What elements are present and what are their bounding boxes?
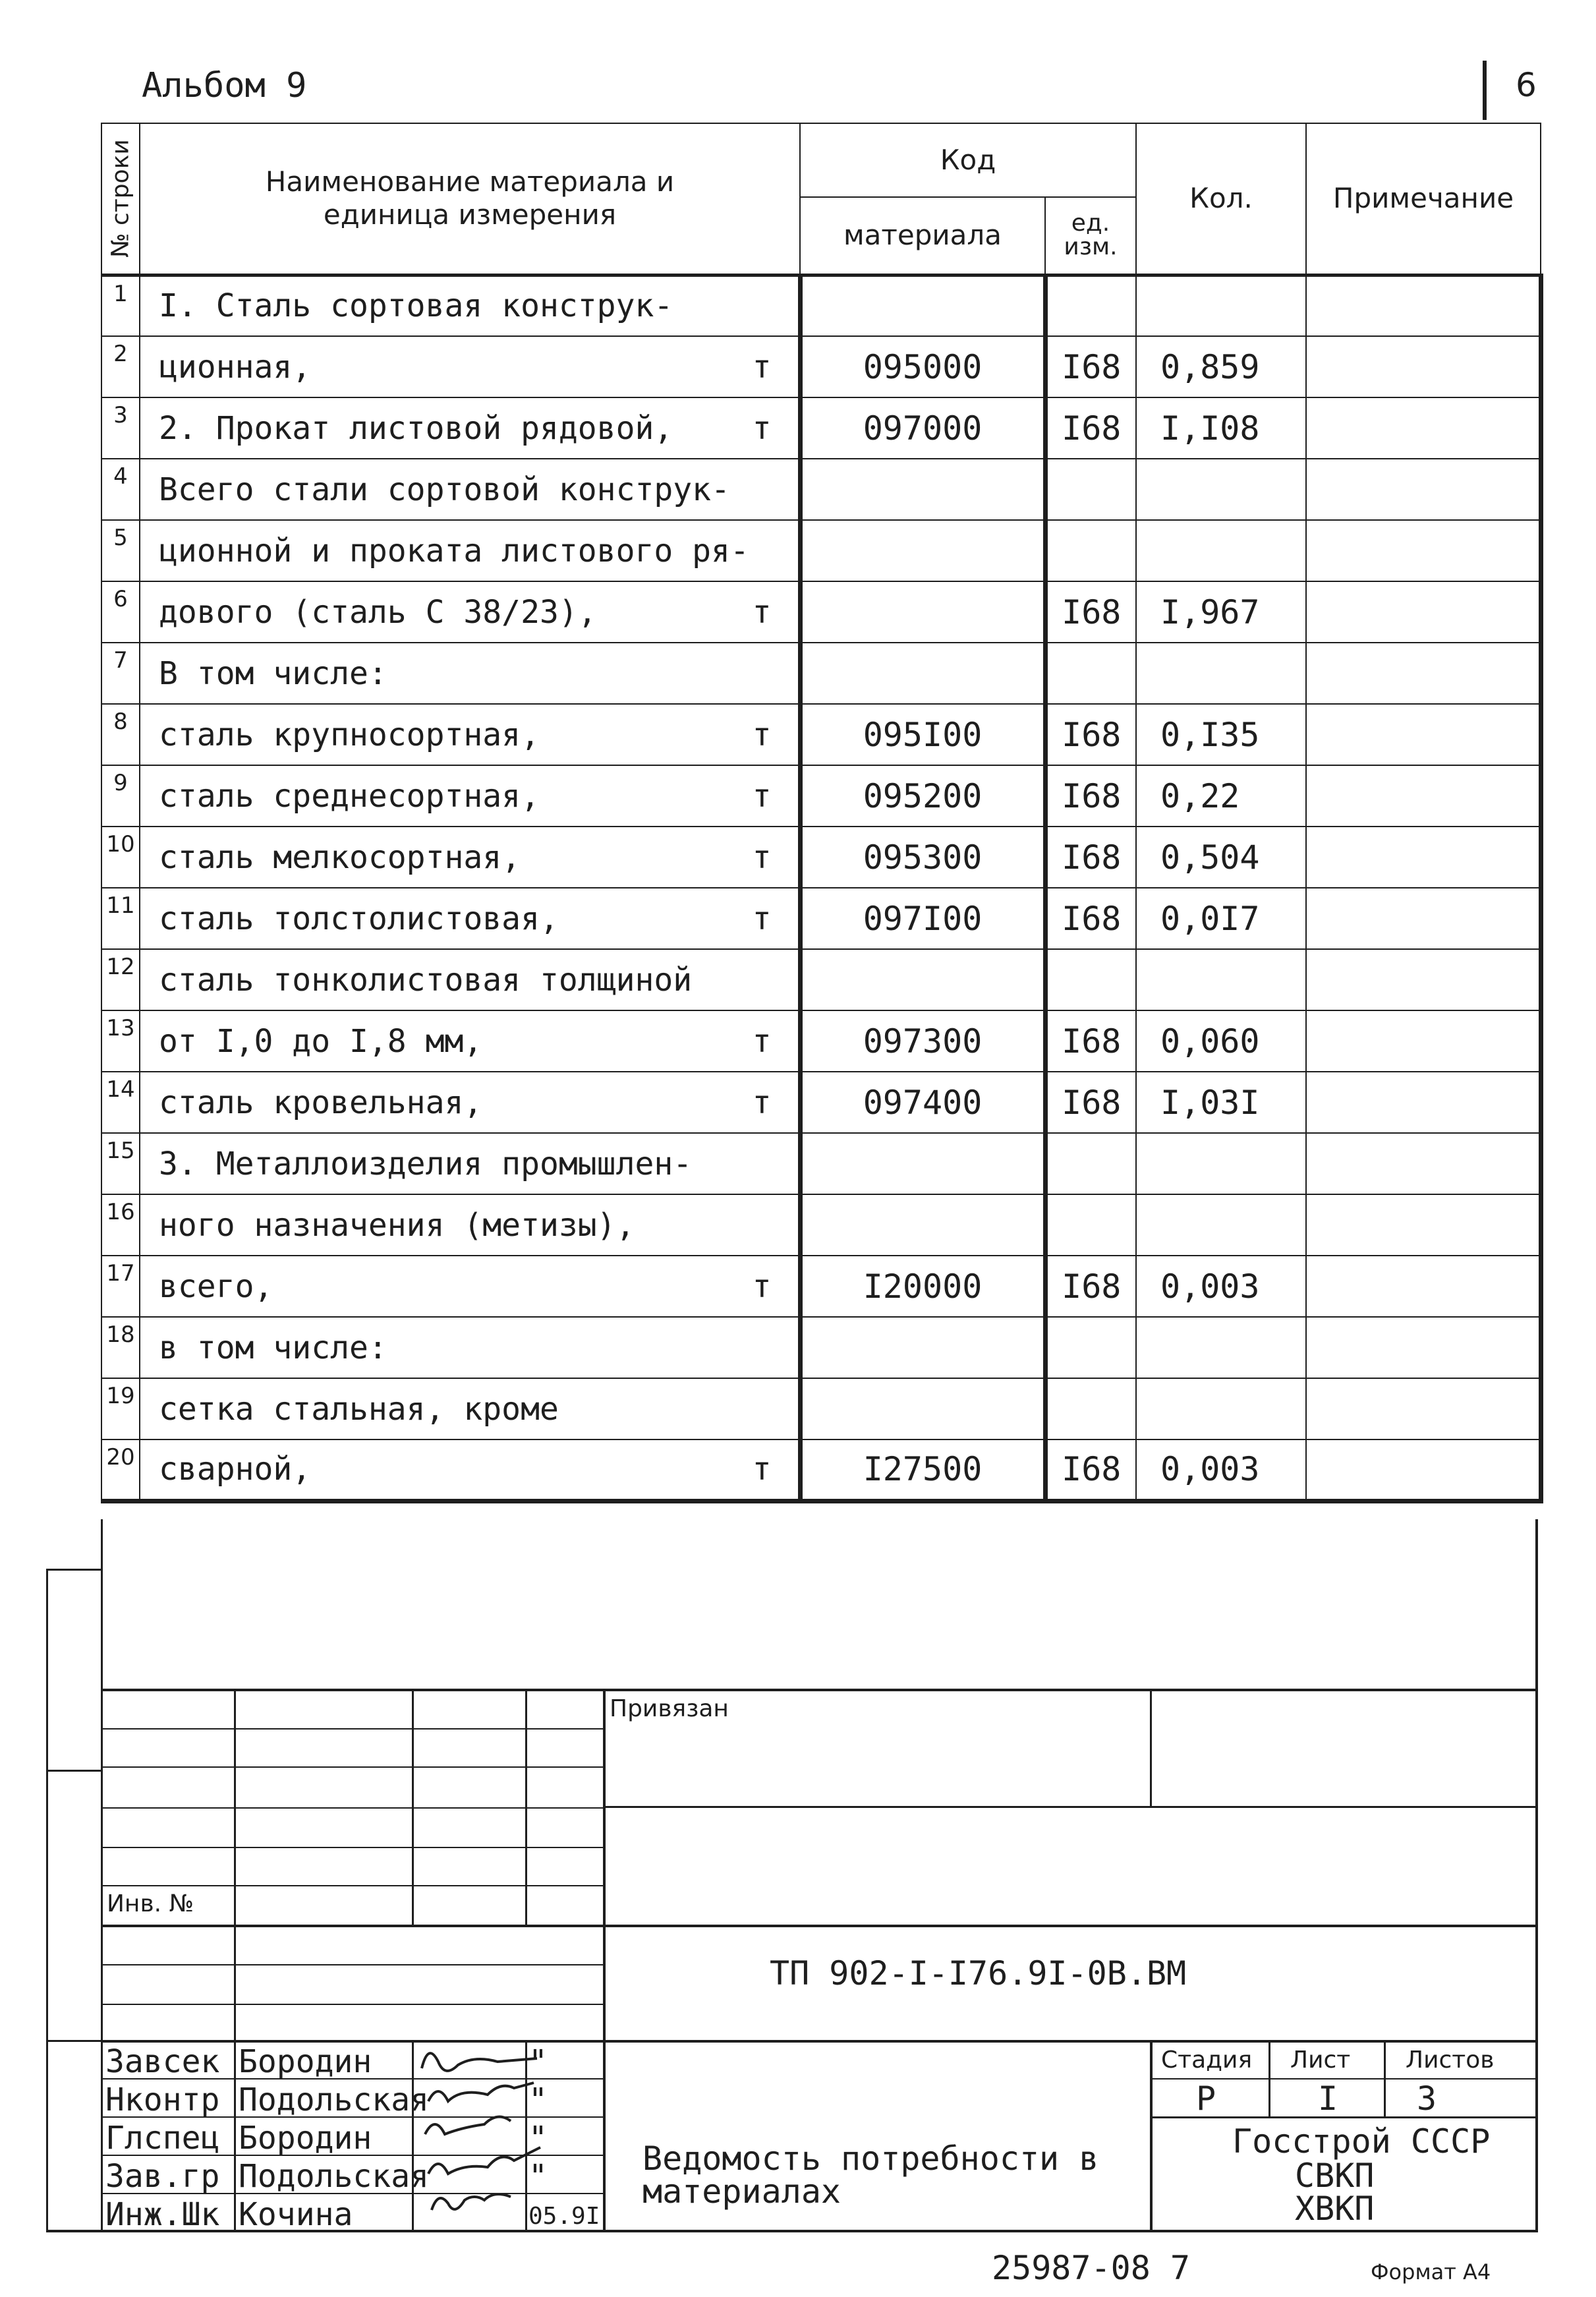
material-code: 097400 [800, 1072, 1045, 1133]
header-name: Наименование материала и единица измерения [140, 123, 800, 275]
material-name-text: ционная, [159, 348, 312, 386]
material-name-text: В том числе: [159, 654, 387, 692]
table-row [101, 643, 1541, 704]
material-name [140, 827, 800, 888]
quantity [1136, 1133, 1306, 1194]
quantity [1136, 643, 1306, 704]
table-row [101, 1439, 1541, 1501]
row-number: 8 [101, 704, 140, 765]
material-code: 097I00 [800, 888, 1045, 949]
note [1306, 704, 1541, 765]
material-name-text: сварной, [159, 1451, 312, 1488]
material-name [140, 336, 800, 397]
material-name-text: в том числе: [159, 1329, 387, 1366]
unit-code [1045, 949, 1136, 1010]
unit-code: I68 [1045, 765, 1136, 827]
material-name-text: 2. Прокат листовой рядовой, [159, 409, 673, 447]
sheets-value: 3 [1417, 2079, 1437, 2118]
note [1306, 520, 1541, 581]
material-code [800, 459, 1045, 520]
quantity [1136, 520, 1306, 581]
row-number: 5 [101, 520, 140, 581]
material-code [800, 1133, 1045, 1194]
material-unit: т [752, 348, 772, 386]
person-role: Зав.гр [105, 2158, 220, 2195]
stage-value: Р [1196, 2079, 1216, 2118]
row-number: 12 [101, 949, 140, 1010]
quantity: 0,003 [1136, 1439, 1306, 1501]
bottom-archive-number: 25987-08 7 [992, 2249, 1191, 2287]
note [1306, 1317, 1541, 1378]
quantity [1136, 1194, 1306, 1256]
material-name-text: ционной и проката листового ря- [159, 532, 749, 569]
material-name [140, 704, 800, 765]
quantity [1136, 1317, 1306, 1378]
person-name: Кочина [239, 2196, 353, 2233]
material-unit: т [752, 1267, 772, 1305]
material-name [140, 397, 800, 459]
material-unit: т [752, 716, 772, 753]
note [1306, 459, 1541, 520]
material-name [140, 765, 800, 827]
person-role: Инж.Шк [105, 2196, 220, 2233]
material-name [140, 1010, 800, 1072]
unit-code: I68 [1045, 1256, 1136, 1317]
table-row [101, 888, 1541, 949]
material-code [800, 1378, 1045, 1439]
table-row [101, 1133, 1541, 1194]
material-unit: т [752, 593, 772, 631]
material-code [800, 520, 1045, 581]
row-number: 3 [101, 397, 140, 459]
format-label: Формат А4 [1371, 2259, 1491, 2284]
material-name [140, 888, 800, 949]
quantity: 0,003 [1136, 1256, 1306, 1317]
quantity: 0,22 [1136, 765, 1306, 827]
row-number: 15 [101, 1133, 140, 1194]
row-number: 2 [101, 336, 140, 397]
row-number: 14 [101, 1072, 140, 1133]
material-unit: т [752, 777, 772, 815]
document-code: ТП 902-I-I76.9I-0В.ВМ [770, 1954, 1187, 1992]
material-code: 095000 [800, 336, 1045, 397]
note [1306, 827, 1541, 888]
material-name-text: сталь крупносортная, [159, 716, 540, 753]
organization-line-3: ХВКП [1295, 2190, 1375, 2228]
page-number-divider [1483, 61, 1487, 120]
row-number: 11 [101, 888, 140, 949]
signatures-icon [415, 2042, 606, 2233]
note [1306, 1010, 1541, 1072]
person-name: Подольская [239, 2081, 429, 2118]
note [1306, 581, 1541, 643]
organization-line-1: Госстрой СССР [1232, 2122, 1491, 2161]
document-title: Ведомость потребности в материалах [642, 2139, 1099, 2211]
material-code: 095I00 [800, 704, 1045, 765]
row-number: 19 [101, 1378, 140, 1439]
person-role: Нконтр [105, 2081, 220, 2118]
unit-code: I68 [1045, 1072, 1136, 1133]
table-row [101, 459, 1541, 520]
row-number: 17 [101, 1256, 140, 1317]
material-name [140, 1133, 800, 1194]
material-unit: т [752, 409, 772, 447]
material-name [140, 1072, 800, 1133]
material-code: 097000 [800, 397, 1045, 459]
note [1306, 1256, 1541, 1317]
table-row [101, 704, 1541, 765]
unit-code: I68 [1045, 581, 1136, 643]
material-name [140, 1194, 800, 1256]
table-row [101, 765, 1541, 827]
table-row [101, 336, 1541, 397]
table-row [101, 397, 1541, 459]
note [1306, 949, 1541, 1010]
privyazan-label: Привязан [610, 1695, 729, 1722]
table-row [101, 1317, 1541, 1378]
material-code: I27500 [800, 1439, 1045, 1501]
quantity: I,03I [1136, 1072, 1306, 1133]
material-code [800, 643, 1045, 704]
material-code [800, 1317, 1045, 1378]
material-unit: т [752, 1022, 772, 1060]
row-number: 16 [101, 1194, 140, 1256]
unit-code [1045, 643, 1136, 704]
material-code [800, 275, 1045, 336]
person-date: 05.9I [528, 2203, 600, 2230]
table-row [101, 1378, 1541, 1439]
table-row [101, 827, 1541, 888]
row-number: 13 [101, 1010, 140, 1072]
note [1306, 765, 1541, 827]
person-date: " [528, 2081, 548, 2118]
header-qty: Кол. [1136, 123, 1306, 275]
unit-code: I68 [1045, 1439, 1136, 1501]
row-number: 4 [101, 459, 140, 520]
note [1306, 888, 1541, 949]
table-row [101, 275, 1541, 336]
unit-code: I68 [1045, 888, 1136, 949]
note [1306, 275, 1541, 336]
row-number: 20 [101, 1439, 140, 1501]
unit-code: I68 [1045, 827, 1136, 888]
material-code: 097300 [800, 1010, 1045, 1072]
material-code: 095300 [800, 827, 1045, 888]
note [1306, 397, 1541, 459]
table-row [101, 1194, 1541, 1256]
quantity: I,I08 [1136, 397, 1306, 459]
unit-code: I68 [1045, 397, 1136, 459]
table-row [101, 581, 1541, 643]
material-name-text: сталь тонколистовая толщиной [159, 961, 693, 999]
album-label: Альбом 9 [142, 66, 307, 105]
materials-table [101, 123, 1543, 1503]
unit-code [1045, 1194, 1136, 1256]
header-code: Код [800, 123, 1136, 197]
quantity [1136, 275, 1306, 336]
quantity [1136, 1378, 1306, 1439]
quantity: 0,504 [1136, 827, 1306, 888]
material-name-text: сталь мелкосортная, [159, 838, 521, 876]
material-unit: т [752, 900, 772, 937]
header-note: Примечание [1306, 123, 1541, 275]
table-row [101, 949, 1541, 1010]
organization-line-2: СВКП [1295, 2157, 1375, 2195]
quantity [1136, 949, 1306, 1010]
person-date: " [528, 2043, 548, 2080]
material-name-text: ного назначения (метизы), [159, 1206, 635, 1244]
note [1306, 336, 1541, 397]
inv-no-label: Инв. № [107, 1890, 194, 1917]
material-name-text: сетка стальная, кроме [159, 1390, 559, 1428]
row-number: 18 [101, 1317, 140, 1378]
material-name [140, 459, 800, 520]
person-role: Завсек [105, 2043, 220, 2080]
unit-code: I68 [1045, 1010, 1136, 1072]
row-number: 1 [101, 275, 140, 336]
material-name-text: всего, [159, 1267, 273, 1305]
material-code [800, 1194, 1045, 1256]
unit-code [1045, 1317, 1136, 1378]
note [1306, 1194, 1541, 1256]
stage-label: Стадия [1161, 2047, 1253, 2074]
table-row [101, 1256, 1541, 1317]
quantity: 0,060 [1136, 1010, 1306, 1072]
note [1306, 1439, 1541, 1501]
material-name-text: 3. Металлоизделия промышлен- [159, 1145, 693, 1182]
person-name: Бородин [239, 2120, 372, 2157]
material-name-text: сталь среднесортная, [159, 777, 540, 815]
row-number: 7 [101, 643, 140, 704]
material-name [140, 1378, 800, 1439]
person-name: Подольская [239, 2158, 429, 2195]
quantity: 0,0I7 [1136, 888, 1306, 949]
table-row [101, 1010, 1541, 1072]
unit-code [1045, 459, 1136, 520]
page-number: 6 [1516, 66, 1537, 104]
table-row [101, 520, 1541, 581]
material-code: 095200 [800, 765, 1045, 827]
material-name [140, 275, 800, 336]
sheets-label: Листов [1406, 2047, 1495, 2074]
table-row [101, 1072, 1541, 1133]
person-date: " [528, 2120, 548, 2157]
material-name [140, 1439, 800, 1501]
unit-code: I68 [1045, 704, 1136, 765]
material-name [140, 643, 800, 704]
note [1306, 1072, 1541, 1133]
unit-code [1045, 1133, 1136, 1194]
material-name [140, 1317, 800, 1378]
row-number: 10 [101, 827, 140, 888]
material-name [140, 1256, 800, 1317]
person-role: Глспец [105, 2120, 220, 2157]
header-code-material: материала [800, 197, 1045, 275]
material-name [140, 520, 800, 581]
unit-code [1045, 275, 1136, 336]
material-name-text: дового (сталь С 38/23), [159, 593, 597, 631]
unit-code [1045, 1378, 1136, 1439]
sheet-label: Лист [1290, 2047, 1351, 2074]
material-code: I20000 [800, 1256, 1045, 1317]
note [1306, 1133, 1541, 1194]
note [1306, 1378, 1541, 1439]
header-row-number: № строки [101, 123, 140, 275]
material-name-text: Всего стали сортовой конструк- [159, 471, 730, 508]
material-name-text: сталь толстолистовая, [159, 900, 559, 937]
material-unit: т [752, 838, 772, 876]
material-name [140, 581, 800, 643]
header-code-unit: ед. изм. [1045, 197, 1136, 275]
sheet-value: I [1318, 2079, 1338, 2118]
material-name [140, 949, 800, 1010]
quantity: I,967 [1136, 581, 1306, 643]
quantity [1136, 459, 1306, 520]
unit-code [1045, 520, 1136, 581]
row-number: 9 [101, 765, 140, 827]
material-code [800, 581, 1045, 643]
material-name-text: I. Сталь сортовая конструк- [159, 287, 673, 325]
unit-code: I68 [1045, 336, 1136, 397]
material-unit: т [752, 1084, 772, 1121]
material-name-text: от I,0 до I,8 мм, [159, 1022, 483, 1060]
person-date: " [528, 2158, 548, 2195]
quantity: 0,I35 [1136, 704, 1306, 765]
person-name: Бородин [239, 2043, 372, 2080]
quantity: 0,859 [1136, 336, 1306, 397]
material-code [800, 949, 1045, 1010]
note [1306, 643, 1541, 704]
row-number: 6 [101, 581, 140, 643]
material-unit: т [752, 1451, 772, 1488]
material-name-text: сталь кровельная, [159, 1084, 483, 1121]
